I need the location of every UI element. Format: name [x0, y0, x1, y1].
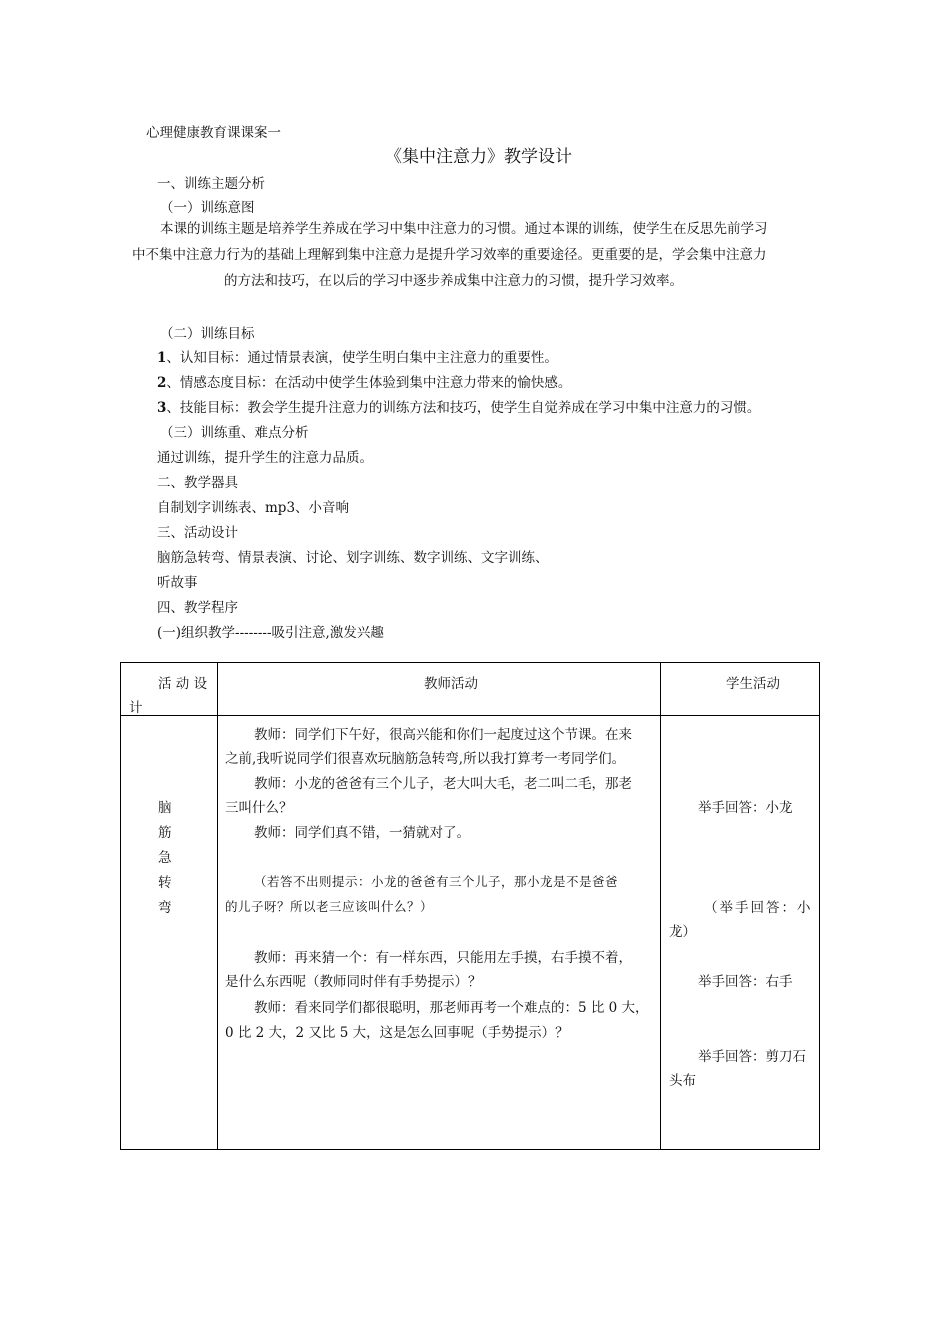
intro-line-3: 的方法和技巧，在以后的学习中逐步养成集中注意力的习惯，提升学习效率。 — [224, 273, 683, 289]
teacher-line-1: 教师：同学们下午好，很高兴能和你们一起度过这个节课。在来 — [254, 727, 632, 743]
goal-1-text: 、认知目标：通过情景表演，使学生明白集中主注意力的重要性。 — [166, 350, 558, 366]
student-answer-2-line-1: （举手回答：小 — [704, 900, 813, 916]
teacher-line-6: 教师：再来猜一个：有一样东西，只能用左手摸，右手摸不着， — [254, 950, 632, 966]
teacher-line-7: 是什么东西呢（教师同时伴有手势提示）？ — [225, 974, 482, 990]
section-4-heading: 四、教学程序 — [157, 600, 238, 616]
student-answer-4-line-2: 头布 — [669, 1073, 696, 1089]
activity-char-4: 转 — [158, 875, 172, 891]
header-label: 心理健康教育课课案一 — [146, 125, 281, 141]
goal-3-text: 、技能目标：教会学生提升注意力的训练方法和技巧，使学生自觉养成在学习中集中注意力的习惯。 — [166, 400, 761, 416]
teacher-hint-line-1: （若答不出则提示：小龙的爸爸有三个儿子，那小龙是不是爸爸 — [254, 874, 619, 889]
intro-line-1: 本课的训练主题是培养学生养成在学习中集中注意力的习惯。通过本课的训练，使学生在反思先前学习 — [160, 221, 768, 237]
teacher-line-8: 教师：看来同学们都很聪明，那老师再考一个难点的：5 比 0 大， — [254, 1000, 649, 1016]
header-activity-line-2: 计 — [129, 700, 143, 716]
section-1-3-text: 通过训练，提升学生的注意力品质。 — [157, 450, 373, 466]
section-3-text-2: 听故事 — [157, 575, 198, 591]
teacher-line-2: 之前,我听说同学们很喜欢玩脑筋急转弯,所以我打算考一考同学们。 — [225, 751, 626, 767]
student-answer-1: 举手回答：小龙 — [698, 800, 793, 816]
activity-char-3: 急 — [158, 850, 172, 866]
goal-3-number: 3 — [157, 400, 167, 416]
goal-2-text: 、情感态度目标：在活动中使学生体验到集中注意力带来的愉快感。 — [166, 375, 572, 391]
goal-1 — [157, 346, 558, 366]
section-1-3-heading: （三）训练重、难点分析 — [160, 425, 309, 441]
section-1-1-heading: （一）训练意图 — [160, 200, 255, 216]
section-2-heading: 二、教学器具 — [157, 475, 238, 491]
header-activity-line-1: 活 动 设 — [158, 676, 208, 692]
goal-2-number: 2 — [157, 375, 167, 391]
goal-2 — [157, 371, 571, 391]
activity-char-1: 脑 — [158, 800, 172, 816]
table-divider-1 — [217, 663, 218, 1149]
activity-char-2: 筋 — [158, 825, 172, 841]
section-1-heading: 一、训练主题分析 — [157, 176, 265, 192]
lesson-table — [120, 662, 820, 1150]
goal-3 — [157, 396, 760, 416]
section-2-text: 自制划字训练表、mp3、小音响 — [157, 500, 350, 516]
section-1-2-heading: （二）训练目标 — [160, 326, 255, 342]
section-3-text-1: 脑筋急转弯、情景表演、讨论、划字训练、数字训练、文字训练、 — [157, 550, 549, 566]
student-answer-4-line-1: 举手回答：剪刀石 — [698, 1049, 806, 1065]
header-student-activity: 学生活动 — [726, 676, 780, 692]
goal-1-number: 1 — [157, 350, 167, 366]
student-answer-2-line-2: 龙） — [669, 924, 696, 940]
teacher-line-3: 教师：小龙的爸爸有三个儿子，老大叫大毛，老二叫二毛，那老 — [254, 776, 632, 792]
page-title: 《集中注意力》教学设计 — [385, 147, 572, 167]
section-3-heading: 三、活动设计 — [157, 525, 238, 541]
teacher-line-4: 三叫什么？ — [225, 800, 293, 816]
teacher-line-5: 教师：同学们真不错，一猜就对了。 — [254, 825, 470, 841]
table-divider-2 — [660, 663, 661, 1149]
section-4-sub: (一)组织教学--------吸引注意,激发兴趣 — [157, 625, 384, 641]
teacher-line-9: 0 比 2 大，2 又比 5 大，这是怎么回事呢（手势提示）？ — [225, 1025, 569, 1041]
table-header-divider — [121, 715, 819, 716]
activity-char-5: 弯 — [158, 900, 172, 916]
header-teacher-activity: 教师活动 — [424, 676, 478, 692]
teacher-hint-line-2: 的儿子呀？所以老三应该叫什么？） — [225, 899, 434, 914]
student-answer-3: 举手回答：右手 — [698, 974, 793, 990]
intro-line-2: 中不集中注意力行为的基础上理解到集中注意力是提升学习效率的重要途径。更重要的是，学会集中注意力 — [132, 247, 767, 263]
